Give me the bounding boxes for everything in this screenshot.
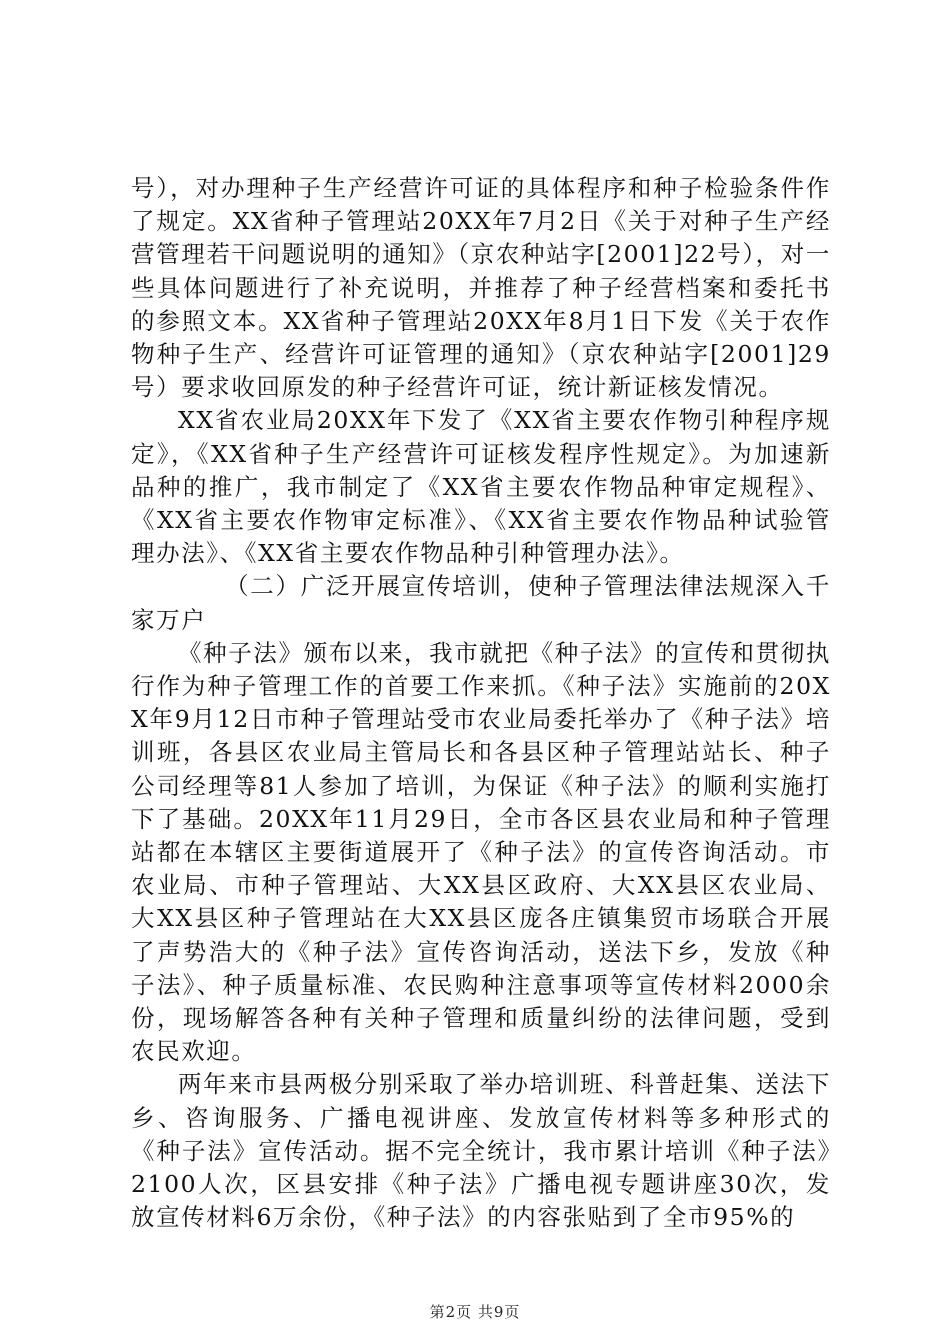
page-footer: 第2页 共9页 bbox=[429, 1303, 521, 1321]
document-body bbox=[131, 172, 831, 1235]
paragraph-continued-regulations: 号），对办理种子生产经营许可证的具体程序和种子检验条件作了规定。XX省种子管理站20XX年7月2日《关于对种子生产经营管理若干问题说明的通知》（京农种站字[2001]22号），对一些具体问题进行了补充说明，并推荐了种子经营档案和委托书的参照文本。XX省种子管理站20XX年8月1日下发《关于农作物种子生产、经营许可证管理的通知》（京农种站字[2001]29号）要求收回原发的种子经营许可证，统计新证核发情况。 bbox=[131, 174, 831, 402]
paragraph-two-year-activities: 两年来市县两极分别采取了举办培训班、科普赶集、送法下乡、咨询服务、广播电视讲座、发放宣传材料等多种形式的《种子法》宣传活动。据不完全统计，我市累计培训《种子法》2100人次，区县安排《种子法》广播电视专题讲座30次，发放宣传材料6万余份，《种子法》的内容张贴到了全市95%的 bbox=[131, 1070, 831, 1232]
section-heading-training: （二）广泛开展宣传培训，使种子管理法律法规深入千家万户 bbox=[131, 572, 831, 634]
paragraph-provincial-rules: XX省农业局20XX年下发了《XX省主要农作物引种程序规定》，《XX省种子生产经营许可证核发程序性规定》。为加速新品种的推广，我市制定了《XX省主要农作物品种审定规程》、《XX省主要农作物审定标准》、《XX省主要农作物品种试验管理办法》、《XX省主要农作物品种引种管理办法》。 bbox=[131, 406, 831, 568]
paragraph-seed-law-promotion: 《种子法》颁布以来，我市就把《种子法》的宣传和贯彻执行作为种子管理工作的首要工作来抓。《种子法》实施前的20XX年9月12日市种子管理站受市农业局委托举办了《种子法》培训班，各县区农业局主管局长和各县区种子管理站站长、种子公司经理等81人参加了培训，为保证《种子法》的顺利实施打下了基础。20XX年11月29日，全市各区县农业局和种子管理站都在本辖区主要街道展开了《种子法》的宣传咨询活动。市农业局、市种子管理站、大XX县区政府、大XX县区农业局、大XX县区种子管理站在大XX县区庞各庄镇集贸市场联合开展了声势浩大的《种子法》宣传咨询活动，送法下乡，发放《种子法》、种子质量标准、农民购种注意事项等宣传材料2000余份，现场解答各种有关种子管理和质量纠纷的法律问题，受到农民欢迎。 bbox=[131, 638, 831, 1066]
